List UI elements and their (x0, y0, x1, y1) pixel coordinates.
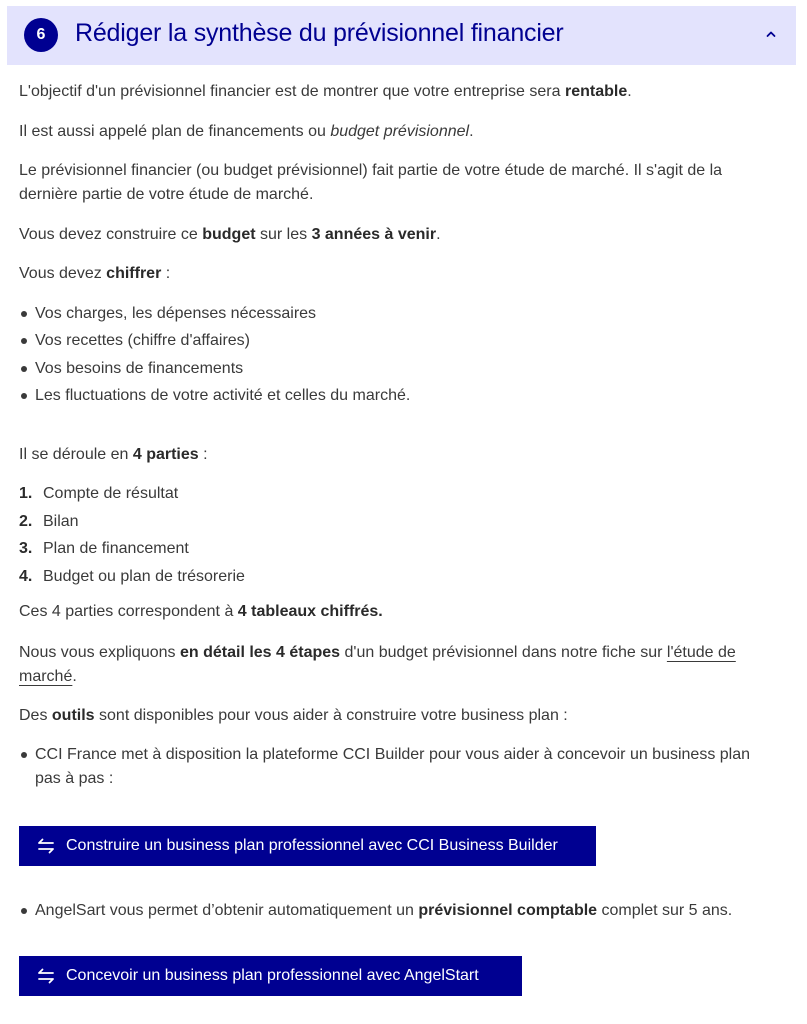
paragraph-outils: Des outils sont disponibles pour vous aider à construire votre business plan : (19, 707, 568, 724)
accordion-title[interactable]: Rédiger la synthèse du prévisionnel financier (75, 19, 564, 47)
accordion-header[interactable] (7, 6, 796, 65)
bullet-icon (21, 311, 27, 317)
paragraph-chiffrer: Vous devez chiffrer : (19, 265, 171, 282)
step-number-badge: 6 (24, 18, 58, 52)
chevron-up-icon[interactable] (763, 26, 779, 42)
paragraph-budget-years: Vous devez construire ce budget sur les 3 années à venir. (19, 226, 441, 243)
swap-arrows-icon (37, 837, 55, 855)
angelstart-button[interactable]: Concevoir un business plan professionnel avec AngelStart (19, 956, 522, 996)
bullet-icon (21, 908, 27, 914)
paragraph-aka: Il est aussi appelé plan de financements ou budget prévisionnel. (19, 123, 474, 140)
paragraph-details: Nous vous expliquons en détail les 4 étapes d'un budget prévisionnel dans notre fiche sur l'étude de marché. (19, 644, 736, 685)
etude-de-marche-link[interactable]: l'étude de marché (19, 644, 736, 685)
swap-arrows-icon (37, 967, 55, 985)
cci-business-builder-button[interactable]: Construire un business plan professionnel avec CCI Business Builder (19, 826, 596, 866)
bullet-icon (21, 752, 27, 758)
paragraph-market-study: Le prévisionnel financier (ou budget prévisionnel) fait partie de votre étude de marché. Il s'agit de la dernière partie de votre étude de marché. (19, 162, 723, 203)
paragraph-objective: L'objectif d'un prévisionnel financier est de montrer que votre entreprise sera rentable. (19, 83, 632, 100)
bullet-icon (21, 338, 27, 344)
paragraph-tableaux: Ces 4 parties correspondent à 4 tableaux chiffrés. (19, 603, 383, 620)
bullet-icon (21, 366, 27, 372)
bullet-icon (21, 393, 27, 399)
paragraph-parties: Il se déroule en 4 parties : (19, 446, 208, 463)
